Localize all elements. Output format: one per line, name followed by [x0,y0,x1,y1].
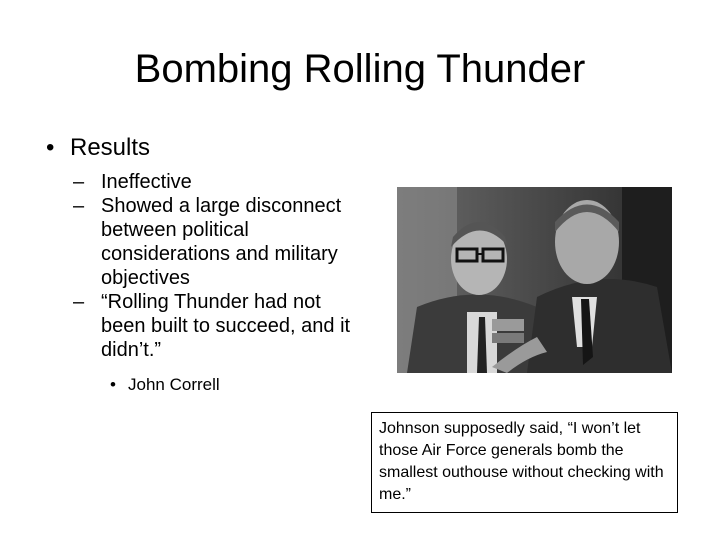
bullet-results [46,132,366,164]
bullet-results-text: Results [70,134,151,161]
caption-box: Johnson supposedly said, “I won’t let those Air Force generals bomb the smallest outhouse without checking with me.” [371,412,678,513]
attribution: • John Correll [110,375,220,394]
sub-bullet-list [46,170,366,396]
sub-bullet-ineffective: – Ineffective [73,171,192,193]
attribution-text: John Correll [128,375,220,394]
photo-illustration [397,187,672,373]
photo [397,187,672,373]
sub-bullet-text: Showed a large disconnect between political considerations and military objectives [101,195,342,289]
sub-bullet-quote: – “Rolling Thunder had not been built to succeed, and it didn’t.” [73,291,351,361]
sub-bullet-text: “Rolling Thunder had not been built to succeed, and it didn’t.” [101,291,351,361]
slide-title: Bombing Rolling Thunder [134,47,586,91]
bullet-list [46,132,366,396]
bullet-dot: • [46,134,55,161]
sub-bullet-disconnect: – Showed a large disconnect between political considerations and military objectives [73,195,342,289]
sub-bullet-text: Ineffective [101,171,192,193]
